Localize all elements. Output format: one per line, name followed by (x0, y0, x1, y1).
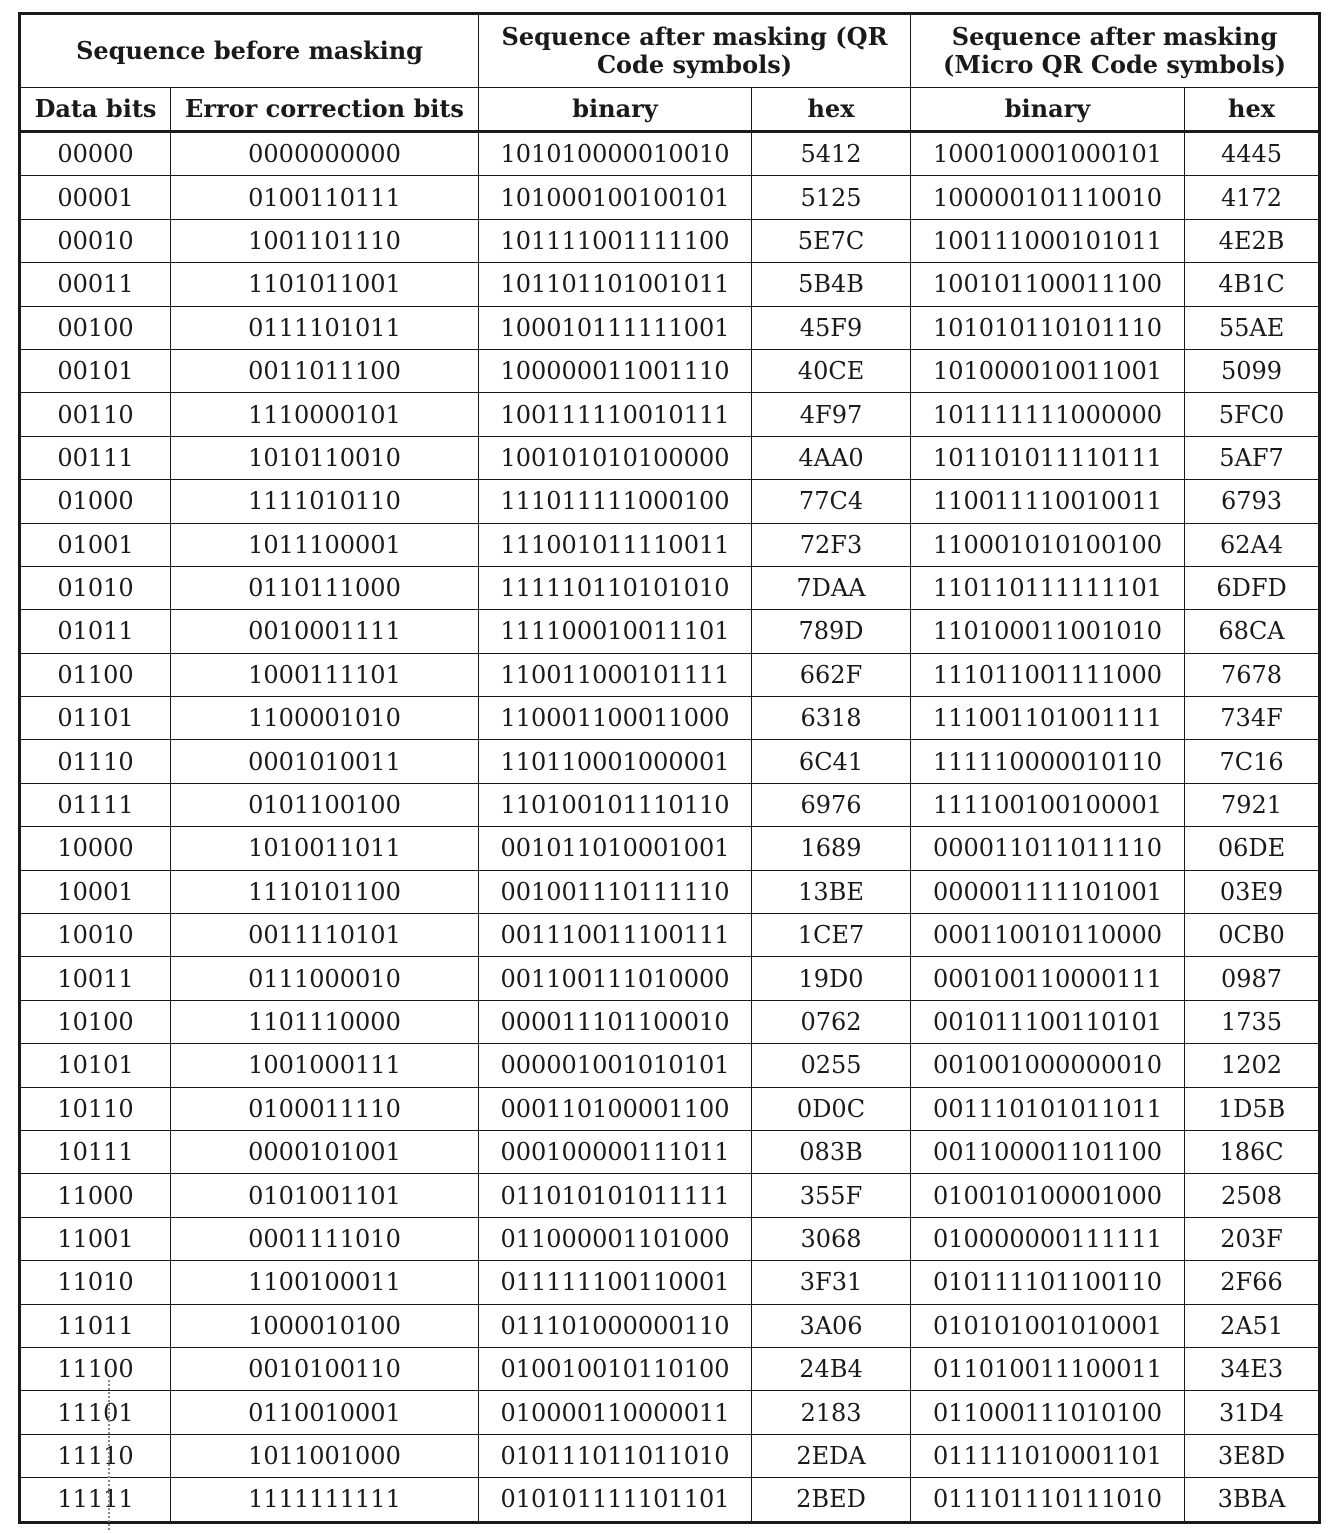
micro-binary-cell: 011010011100011 (911, 1347, 1185, 1390)
micro-binary-cell: 001110101011011 (911, 1087, 1185, 1130)
error-correction-bits-cell: 0000000000 (171, 132, 479, 176)
qr-hex-cell: 1CE7 (752, 914, 911, 957)
qr-hex-cell: 77C4 (752, 480, 911, 523)
data-bits-cell: 10010 (20, 914, 171, 957)
qr-binary-cell: 000110100001100 (479, 1087, 752, 1130)
header-row-groups (20, 14, 1320, 88)
qr-hex-cell: 6318 (752, 697, 911, 740)
micro-hex-cell: 4B1C (1185, 263, 1320, 306)
header-sequence-before-masking: Sequence before masking (20, 14, 479, 88)
data-bits-cell: 00001 (20, 176, 171, 219)
qr-hex-cell: 789D (752, 610, 911, 653)
micro-hex-cell: 186C (1185, 1130, 1320, 1173)
qr-hex-cell: 7DAA (752, 566, 911, 609)
table-row (20, 566, 1320, 609)
qr-binary-cell: 001100111010000 (479, 957, 752, 1000)
micro-binary-cell: 011000111010100 (911, 1391, 1185, 1434)
table-row (20, 1217, 1320, 1260)
table-row (20, 306, 1320, 349)
micro-binary-cell: 000011011011110 (911, 827, 1185, 870)
qr-binary-cell: 100010111111001 (479, 306, 752, 349)
error-correction-bits-cell: 1000010100 (171, 1304, 479, 1347)
micro-binary-cell: 100000101110010 (911, 176, 1185, 219)
error-correction-bits-cell: 0000101001 (171, 1130, 479, 1173)
data-bits-cell: 11001 (20, 1217, 171, 1260)
qr-binary-cell: 000011101100010 (479, 1000, 752, 1043)
micro-hex-cell: 34E3 (1185, 1347, 1320, 1390)
micro-binary-cell: 101101011110111 (911, 436, 1185, 479)
error-correction-bits-cell: 0100011110 (171, 1087, 479, 1130)
micro-hex-cell: 03E9 (1185, 870, 1320, 913)
qr-hex-cell: 5412 (752, 132, 911, 176)
micro-hex-cell: 203F (1185, 1217, 1320, 1260)
error-correction-bits-cell: 0101100100 (171, 783, 479, 826)
micro-hex-cell: 06DE (1185, 827, 1320, 870)
micro-binary-cell: 011111010001101 (911, 1434, 1185, 1477)
qr-hex-cell: 13BE (752, 870, 911, 913)
table-row (20, 1044, 1320, 1087)
qr-hex-cell: 0D0C (752, 1087, 911, 1130)
micro-binary-cell: 001100001101100 (911, 1130, 1185, 1173)
header-data-bits: Data bits (20, 88, 171, 132)
qr-binary-cell: 001110011100111 (479, 914, 752, 957)
data-bits-cell: 01100 (20, 653, 171, 696)
data-bits-cell: 00010 (20, 219, 171, 262)
error-correction-bits-cell: 0100110111 (171, 176, 479, 219)
table-row (20, 1478, 1320, 1522)
micro-binary-cell: 101111111000000 (911, 393, 1185, 436)
micro-binary-cell: 001001000000010 (911, 1044, 1185, 1087)
qr-binary-cell: 011000001101000 (479, 1217, 752, 1260)
table-row (20, 870, 1320, 913)
error-correction-bits-cell: 0010001111 (171, 610, 479, 653)
data-bits-cell: 01110 (20, 740, 171, 783)
format-info-table-container (18, 12, 1318, 1524)
table-row (20, 1087, 1320, 1130)
qr-hex-cell: 5E7C (752, 219, 911, 262)
micro-binary-cell: 111011001111000 (911, 653, 1185, 696)
error-correction-bits-cell: 1101011001 (171, 263, 479, 306)
table-row (20, 1434, 1320, 1477)
error-correction-bits-cell: 0101001101 (171, 1174, 479, 1217)
qr-hex-cell: 5125 (752, 176, 911, 219)
micro-binary-cell: 110100011001010 (911, 610, 1185, 653)
micro-hex-cell: 0987 (1185, 957, 1320, 1000)
qr-binary-cell: 000100000111011 (479, 1130, 752, 1173)
data-bits-cell: 00110 (20, 393, 171, 436)
error-correction-bits-cell: 1111010110 (171, 480, 479, 523)
qr-hex-cell: 6C41 (752, 740, 911, 783)
data-bits-cell: 00100 (20, 306, 171, 349)
micro-hex-cell: 3BBA (1185, 1478, 1320, 1522)
micro-binary-cell: 110011110010011 (911, 480, 1185, 523)
table-row (20, 1391, 1320, 1434)
error-correction-bits-cell: 1001101110 (171, 219, 479, 262)
format-information-table (18, 12, 1321, 1524)
error-correction-bits-cell: 1100001010 (171, 697, 479, 740)
qr-hex-cell: 662F (752, 653, 911, 696)
table-row (20, 653, 1320, 696)
header-after-masking-micro-qr: Sequence after masking (Micro QR Code symbols) (911, 14, 1320, 88)
dotted-scan-line (108, 1380, 110, 1530)
data-bits-cell: 11101 (20, 1391, 171, 1434)
micro-hex-cell: 0CB0 (1185, 914, 1320, 957)
table-row (20, 436, 1320, 479)
table-row (20, 914, 1320, 957)
qr-binary-cell: 100111110010111 (479, 393, 752, 436)
data-bits-cell: 11110 (20, 1434, 171, 1477)
error-correction-bits-cell: 0110111000 (171, 566, 479, 609)
micro-binary-cell: 111110000010110 (911, 740, 1185, 783)
micro-hex-cell: 7C16 (1185, 740, 1320, 783)
qr-hex-cell: 19D0 (752, 957, 911, 1000)
table-row (20, 1174, 1320, 1217)
data-bits-cell: 11100 (20, 1347, 171, 1390)
qr-binary-cell: 001011010001001 (479, 827, 752, 870)
data-bits-cell: 10100 (20, 1000, 171, 1043)
micro-hex-cell: 4445 (1185, 132, 1320, 176)
qr-binary-cell: 111001011110011 (479, 523, 752, 566)
qr-hex-cell: 4AA0 (752, 436, 911, 479)
error-correction-bits-cell: 0110010001 (171, 1391, 479, 1434)
micro-binary-cell: 111001101001111 (911, 697, 1185, 740)
qr-hex-cell: 083B (752, 1130, 911, 1173)
table-row (20, 132, 1320, 176)
qr-hex-cell: 3068 (752, 1217, 911, 1260)
data-bits-cell: 11000 (20, 1174, 171, 1217)
micro-binary-cell: 010111101100110 (911, 1261, 1185, 1304)
data-bits-cell: 10000 (20, 827, 171, 870)
qr-hex-cell: 3A06 (752, 1304, 911, 1347)
micro-hex-cell: 6793 (1185, 480, 1320, 523)
micro-hex-cell: 5099 (1185, 349, 1320, 392)
qr-binary-cell: 101101101001011 (479, 263, 752, 306)
qr-binary-cell: 010111011011010 (479, 1434, 752, 1477)
data-bits-cell: 01101 (20, 697, 171, 740)
qr-binary-cell: 011111100110001 (479, 1261, 752, 1304)
micro-binary-cell: 000001111101001 (911, 870, 1185, 913)
table-row (20, 697, 1320, 740)
micro-hex-cell: 7678 (1185, 653, 1320, 696)
table-row (20, 393, 1320, 436)
data-bits-cell: 10001 (20, 870, 171, 913)
error-correction-bits-cell: 0011011100 (171, 349, 479, 392)
data-bits-cell: 11010 (20, 1261, 171, 1304)
error-correction-bits-cell: 0001010011 (171, 740, 479, 783)
micro-hex-cell: 734F (1185, 697, 1320, 740)
error-correction-bits-cell: 1000111101 (171, 653, 479, 696)
micro-hex-cell: 2F66 (1185, 1261, 1320, 1304)
qr-hex-cell: 1689 (752, 827, 911, 870)
qr-hex-cell: 6976 (752, 783, 911, 826)
table-body (20, 132, 1320, 1523)
header-micro-hex: hex (1185, 88, 1320, 132)
micro-binary-cell: 000110010110000 (911, 914, 1185, 957)
qr-binary-cell: 011101000000110 (479, 1304, 752, 1347)
table-row (20, 827, 1320, 870)
error-correction-bits-cell: 1100100011 (171, 1261, 479, 1304)
error-correction-bits-cell: 1110000101 (171, 393, 479, 436)
micro-binary-cell: 101000010011001 (911, 349, 1185, 392)
qr-hex-cell: 45F9 (752, 306, 911, 349)
data-bits-cell: 10110 (20, 1087, 171, 1130)
qr-binary-cell: 101111001111100 (479, 219, 752, 262)
qr-binary-cell: 011010101011111 (479, 1174, 752, 1217)
qr-binary-cell: 110011000101111 (479, 653, 752, 696)
data-bits-cell: 01010 (20, 566, 171, 609)
table-row (20, 176, 1320, 219)
table-row (20, 349, 1320, 392)
table-row (20, 480, 1320, 523)
error-correction-bits-cell: 1010011011 (171, 827, 479, 870)
qr-binary-cell: 001001110111110 (479, 870, 752, 913)
error-correction-bits-cell: 1011100001 (171, 523, 479, 566)
data-bits-cell: 01000 (20, 480, 171, 523)
data-bits-cell: 00111 (20, 436, 171, 479)
micro-binary-cell: 000100110000111 (911, 957, 1185, 1000)
micro-binary-cell: 010000000111111 (911, 1217, 1185, 1260)
qr-binary-cell: 000001001010101 (479, 1044, 752, 1087)
data-bits-cell: 01001 (20, 523, 171, 566)
micro-hex-cell: 5AF7 (1185, 436, 1320, 479)
data-bits-cell: 01111 (20, 783, 171, 826)
table-row (20, 1130, 1320, 1173)
table-row (20, 1000, 1320, 1043)
qr-hex-cell: 355F (752, 1174, 911, 1217)
micro-hex-cell: 68CA (1185, 610, 1320, 653)
table-row (20, 1347, 1320, 1390)
error-correction-bits-cell: 0111000010 (171, 957, 479, 1000)
qr-hex-cell: 72F3 (752, 523, 911, 566)
data-bits-cell: 01011 (20, 610, 171, 653)
error-correction-bits-cell: 1010110010 (171, 436, 479, 479)
qr-binary-cell: 111011111000100 (479, 480, 752, 523)
qr-hex-cell: 4F97 (752, 393, 911, 436)
table-row (20, 523, 1320, 566)
micro-hex-cell: 4172 (1185, 176, 1320, 219)
micro-hex-cell: 1D5B (1185, 1087, 1320, 1130)
qr-hex-cell: 5B4B (752, 263, 911, 306)
micro-hex-cell: 7921 (1185, 783, 1320, 826)
qr-binary-cell: 110100101110110 (479, 783, 752, 826)
table-row (20, 957, 1320, 1000)
qr-hex-cell: 2BED (752, 1478, 911, 1522)
micro-binary-cell: 100101100011100 (911, 263, 1185, 306)
error-correction-bits-cell: 1111111111 (171, 1478, 479, 1522)
qr-hex-cell: 0762 (752, 1000, 911, 1043)
micro-binary-cell: 010010100001000 (911, 1174, 1185, 1217)
table-row (20, 1261, 1320, 1304)
micro-hex-cell: 1202 (1185, 1044, 1320, 1087)
qr-binary-cell: 100000011001110 (479, 349, 752, 392)
error-correction-bits-cell: 1101110000 (171, 1000, 479, 1043)
qr-binary-cell: 111100010011101 (479, 610, 752, 653)
qr-binary-cell: 110001100011000 (479, 697, 752, 740)
table-row (20, 263, 1320, 306)
error-correction-bits-cell: 0111101011 (171, 306, 479, 349)
qr-binary-cell: 101010000010010 (479, 132, 752, 176)
micro-binary-cell: 110001010100100 (911, 523, 1185, 566)
data-bits-cell: 00011 (20, 263, 171, 306)
micro-binary-cell: 111100100100001 (911, 783, 1185, 826)
header-qr-hex: hex (752, 88, 911, 132)
header-micro-binary: binary (911, 88, 1185, 132)
header-qr-binary: binary (479, 88, 752, 132)
error-correction-bits-cell: 0011110101 (171, 914, 479, 957)
micro-binary-cell: 011101110111010 (911, 1478, 1185, 1522)
micro-hex-cell: 2A51 (1185, 1304, 1320, 1347)
micro-hex-cell: 3E8D (1185, 1434, 1320, 1477)
data-bits-cell: 10101 (20, 1044, 171, 1087)
data-bits-cell: 11011 (20, 1304, 171, 1347)
micro-binary-cell: 001011100110101 (911, 1000, 1185, 1043)
qr-hex-cell: 24B4 (752, 1347, 911, 1390)
table-row (20, 783, 1320, 826)
micro-hex-cell: 1735 (1185, 1000, 1320, 1043)
table-row (20, 610, 1320, 653)
table-row (20, 1304, 1320, 1347)
error-correction-bits-cell: 1001000111 (171, 1044, 479, 1087)
header-row-columns (20, 88, 1320, 132)
error-correction-bits-cell: 1110101100 (171, 870, 479, 913)
qr-binary-cell: 100101010100000 (479, 436, 752, 479)
micro-hex-cell: 5FC0 (1185, 393, 1320, 436)
qr-hex-cell: 40CE (752, 349, 911, 392)
micro-hex-cell: 62A4 (1185, 523, 1320, 566)
qr-binary-cell: 101000100100101 (479, 176, 752, 219)
micro-binary-cell: 010101001010001 (911, 1304, 1185, 1347)
error-correction-bits-cell: 0001111010 (171, 1217, 479, 1260)
table-row (20, 219, 1320, 262)
error-correction-bits-cell: 0010100110 (171, 1347, 479, 1390)
qr-binary-cell: 010101111101101 (479, 1478, 752, 1522)
error-correction-bits-cell: 1011001000 (171, 1434, 479, 1477)
micro-hex-cell: 4E2B (1185, 219, 1320, 262)
micro-hex-cell: 31D4 (1185, 1391, 1320, 1434)
micro-hex-cell: 2508 (1185, 1174, 1320, 1217)
data-bits-cell: 10011 (20, 957, 171, 1000)
data-bits-cell: 00000 (20, 132, 171, 176)
header-error-correction-bits: Error correction bits (171, 88, 479, 132)
qr-hex-cell: 3F31 (752, 1261, 911, 1304)
table-row (20, 740, 1320, 783)
qr-hex-cell: 0255 (752, 1044, 911, 1087)
data-bits-cell: 10111 (20, 1130, 171, 1173)
qr-binary-cell: 010000110000011 (479, 1391, 752, 1434)
qr-hex-cell: 2EDA (752, 1434, 911, 1477)
qr-binary-cell: 111110110101010 (479, 566, 752, 609)
micro-binary-cell: 100111000101011 (911, 219, 1185, 262)
micro-binary-cell: 100010001000101 (911, 132, 1185, 176)
micro-binary-cell: 101010110101110 (911, 306, 1185, 349)
micro-hex-cell: 55AE (1185, 306, 1320, 349)
micro-hex-cell: 6DFD (1185, 566, 1320, 609)
micro-binary-cell: 110110111111101 (911, 566, 1185, 609)
data-bits-cell: 00101 (20, 349, 171, 392)
qr-hex-cell: 2183 (752, 1391, 911, 1434)
qr-binary-cell: 010010010110100 (479, 1347, 752, 1390)
data-bits-cell: 11111 (20, 1478, 171, 1522)
qr-binary-cell: 110110001000001 (479, 740, 752, 783)
header-after-masking-qr: Sequence after masking (QR Code symbols) (479, 14, 911, 88)
